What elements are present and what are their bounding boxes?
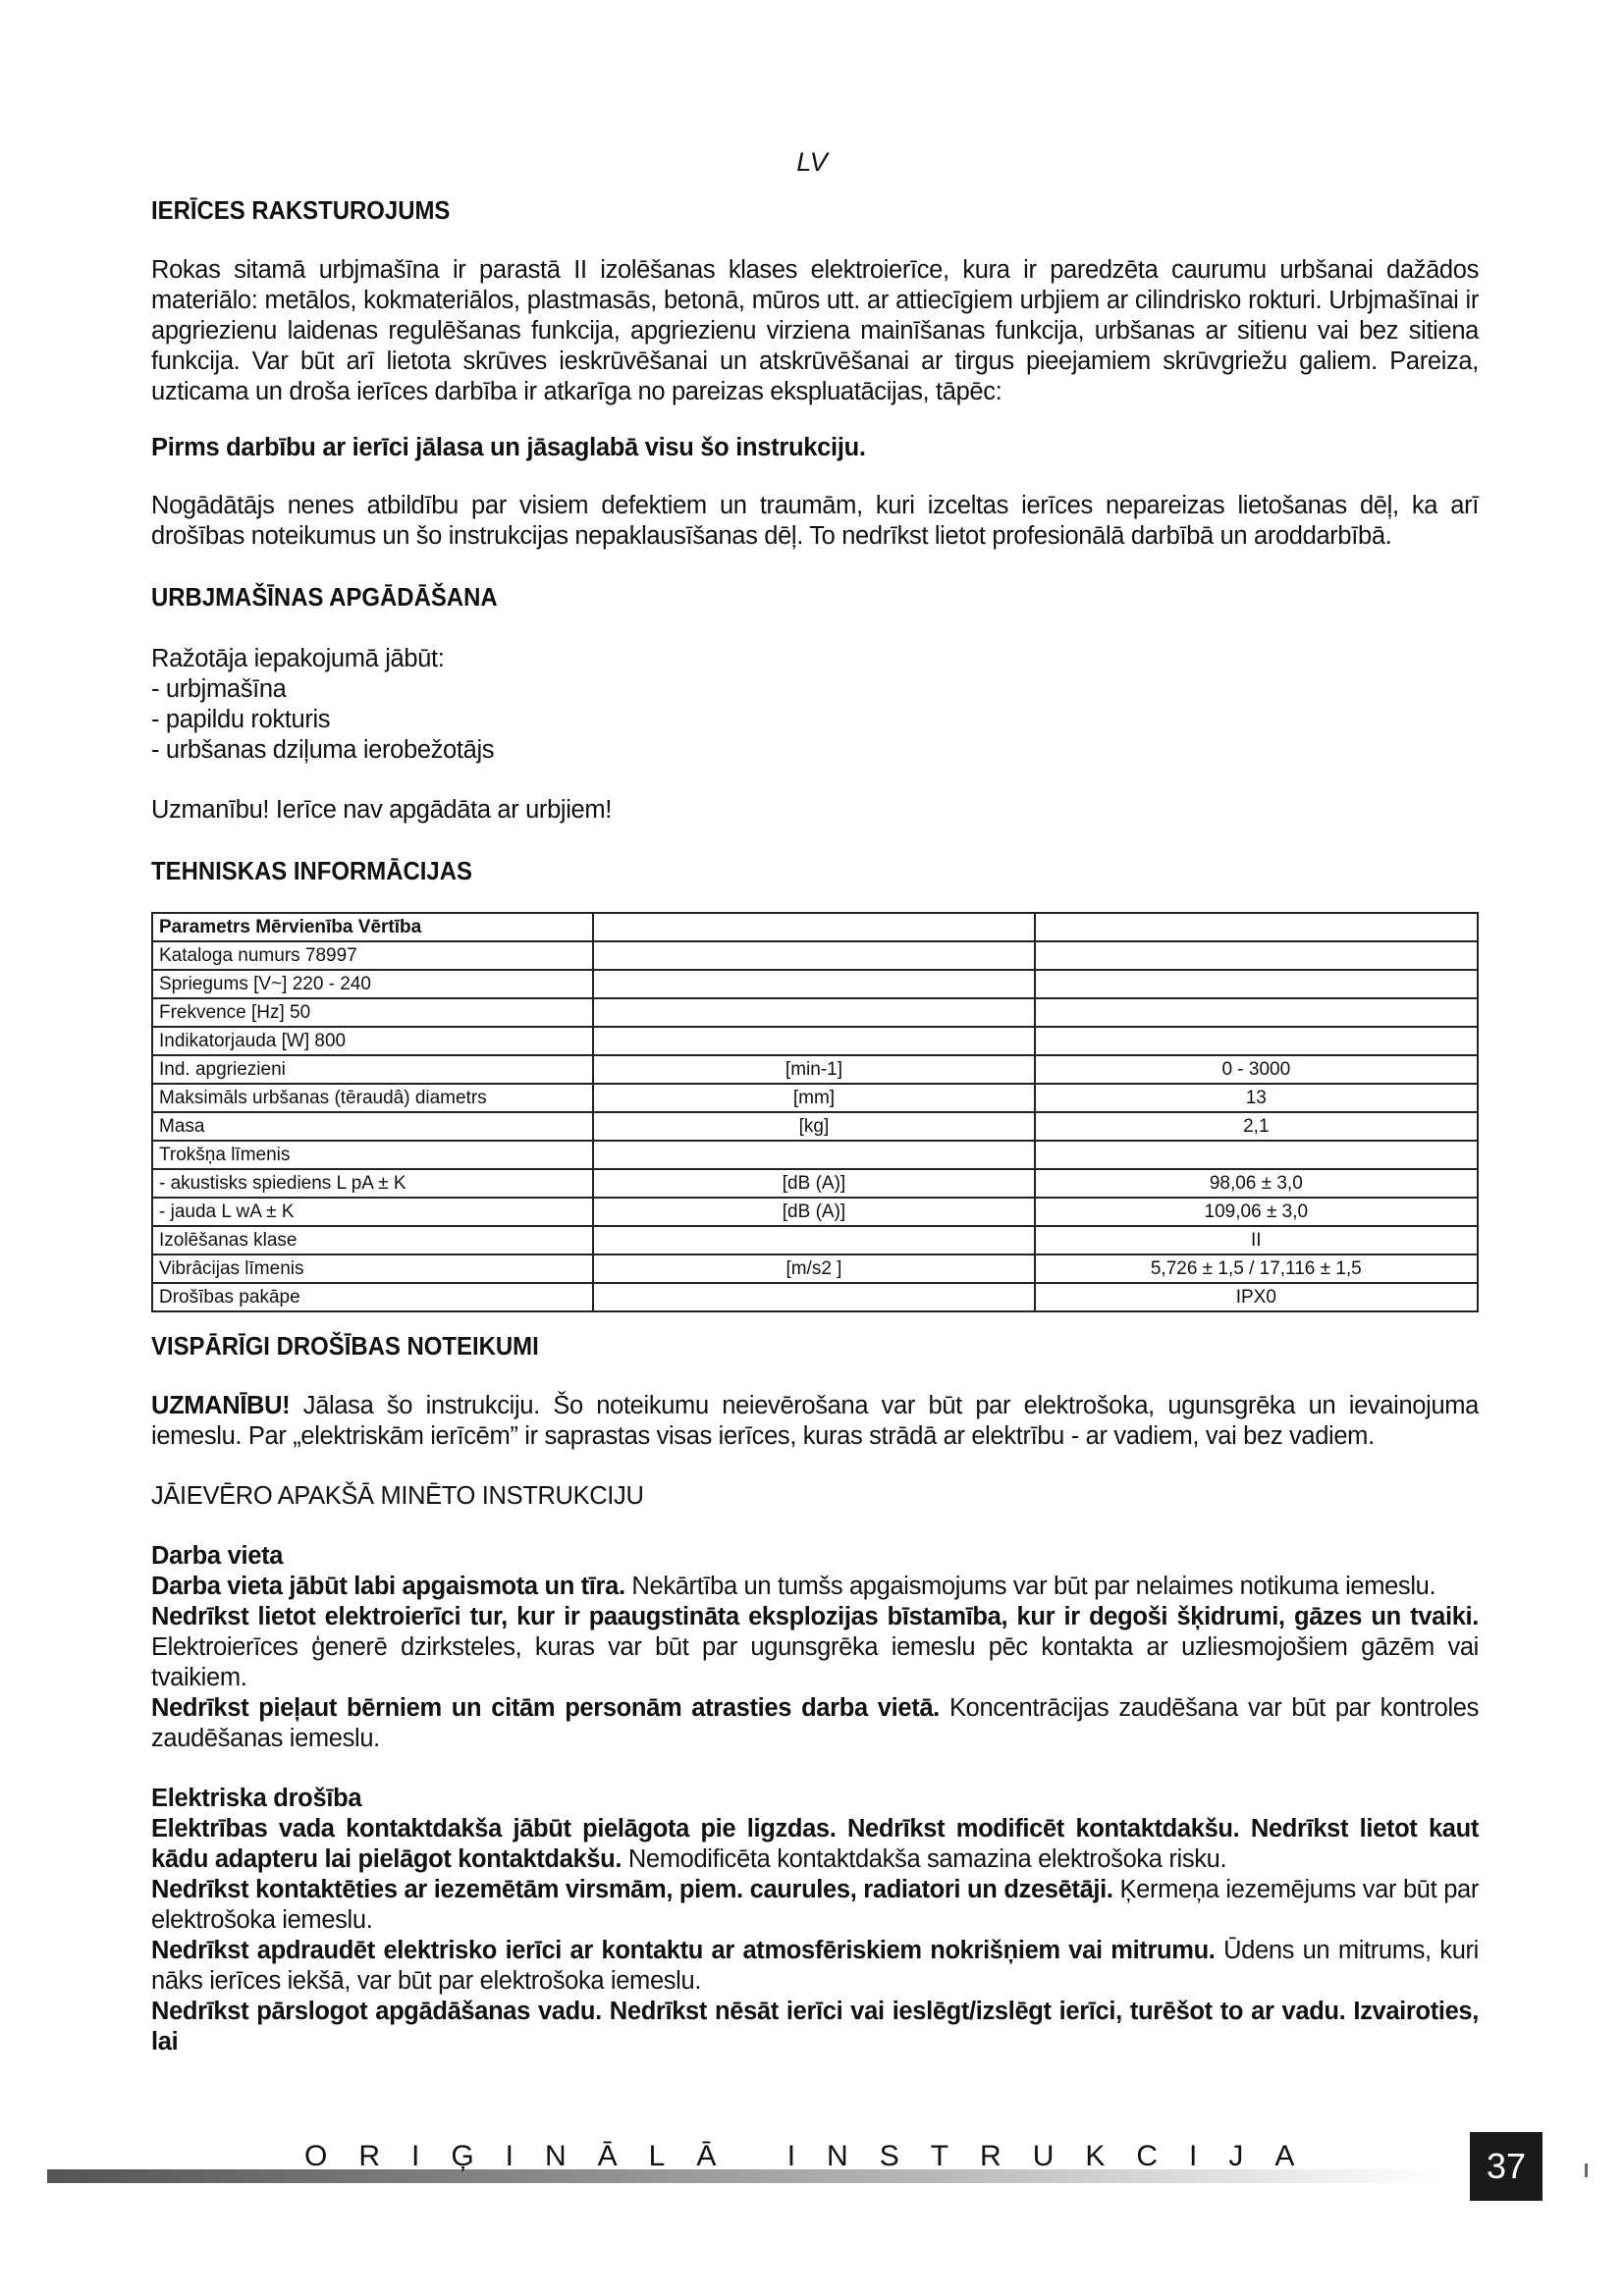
rule-bold: Nedrīkst pieļaut bērniem un citām personām atrasties darba vietā. — [151, 1694, 940, 1722]
table-row — [152, 1255, 1478, 1283]
equipment-intro: Ražotāja iepakojumā jābūt: — [151, 645, 445, 672]
paragraph-description: Rokas sitamā urbjmašīna ir parastā II izolēšanas klases elektroierīce, kura ir paredzēta caurumu urbšanai dažādos materiālo: metālos, kokmateriālos, plastmasās, betonā, mūros utt. ar attiecīgiem urbjiem ar cilindrisko rokturi. Urbjmašīnai ir apgriezienu laidenas regulēšanas funkcija, apgriezienu virziena mainīšanas funkcija, urbšanas ar sitienu vai bez sitiena funkcija. Var būt arī lietota skrūves ieskrūvēšanai un atskrūvēšanai ar tirgus pieejamiem skrūvgriežu galiem. Pareiza, uzticama un droša ierīces darbība ir atkarīga no pareizas ekspluatācijas, tāpēc: — [151, 256, 1479, 405]
table-cell-c2: [min-1] — [593, 1055, 1034, 1084]
rule-bold: Nedrīkst pārslogot apgādāšanas vadu. Nedrīkst nēsāt ierīci vai ieslēgt/izslēgt ierīci, turēšot to ar vadu. Izvairoties, lai — [151, 1998, 1479, 2056]
rule-text: Nekārtība un tumšs apgaismojums var būt par nelaimes notikuma iemeslu. — [624, 1573, 1436, 1600]
work-area-rule — [151, 1693, 1479, 1754]
table-row — [152, 1112, 1478, 1141]
paragraph-liability: Nogādātājs nenes atbildību par visiem defektiem un traumām, kuri izceltas ierīces nepareizas lietošanas dēļ, ka arī drošības noteikumus un šo instrukcijas nepaklausīšanas dēļ. To nedrīkst lietot profesionālā darbībā un aroddarbībā. — [151, 492, 1479, 550]
language-code: LV — [796, 147, 828, 177]
table-cell-c1: Drošības pakāpe — [152, 1283, 593, 1311]
table-cell-c1: Indikatorjauda [W] 800 — [152, 1027, 593, 1055]
electrical-rule — [151, 1875, 1479, 1936]
table-cell-c1: - akustisks spiediens L pA ± K — [152, 1169, 593, 1198]
table-row — [152, 1169, 1478, 1198]
edge-tick — [1585, 2163, 1588, 2177]
content-column — [151, 194, 1479, 2057]
table-cell-c3: II — [1035, 1226, 1478, 1255]
rule-bold: Darba vieta jābūt labi apgaismota un tīra. — [151, 1573, 625, 1600]
table-cell-c2 — [593, 998, 1034, 1027]
equipment-item: - papildu rokturis — [151, 706, 331, 733]
table-row — [152, 1283, 1478, 1311]
table-cell-c3 — [1035, 1141, 1478, 1169]
table-cell-c1: Izolēšanas klase — [152, 1226, 593, 1255]
rule-text: Ūdens un mitrums, kuri nāks ierīces iekšā, var būt par elektrošoka iemeslu. — [151, 1937, 1479, 1995]
section-title-characteristics: IERĪCES RAKSTUROJUMS — [151, 195, 451, 225]
table-cell-c1: Spriegums [V~] 220 - 240 — [152, 970, 593, 998]
table-cell-c2: [dB (A)] — [593, 1198, 1034, 1226]
table-row — [152, 1198, 1478, 1226]
rule-text: Ķermeņa iezemējums var būt par elektrošoka iemeslu. — [151, 1876, 1480, 1934]
page-number: 37 — [1470, 2132, 1543, 2201]
table-cell-c1: Vibrâcijas līmenis — [152, 1255, 593, 1283]
table-row — [152, 970, 1478, 998]
table-cell-c3 — [1035, 970, 1478, 998]
warning-text: Jālasa šo instrukciju. Šo noteikumu neievērošana var būt par elektrošoka, ugunsgrēka un ievainojuma iemeslu. Par „elektriskām ierīcēm” ir saprastas visas ierīces, kuras strādā ar elektrību - ar vadiem, vai bez vadiem. — [151, 1392, 1479, 1450]
table-row — [152, 1226, 1478, 1255]
table-row — [152, 1141, 1478, 1169]
table-cell-c1: Masa — [152, 1112, 593, 1141]
table-row — [152, 941, 1478, 970]
observe-instructions: JĀIEVĒRO APAKŠĀ MINĒTO INSTRUKCIJU — [151, 1482, 644, 1510]
technical-table — [151, 912, 1479, 1312]
table-cell-c1: - jauda L wA ± K — [152, 1198, 593, 1226]
table-cell-c2 — [593, 1283, 1034, 1311]
warning-label: UZMANĪBU! — [151, 1392, 291, 1419]
rule-text: Elektroierīces ģenerē dzirksteles, kuras var būt par ugunsgrēka iemeslu pēc kontakta ar uzliesmojošiem gāzēm vai tvaikiem. — [151, 1633, 1479, 1691]
electrical-rule — [151, 1936, 1479, 1997]
table-cell-c3 — [1035, 941, 1478, 970]
subsection-title-electrical: Elektriska drošība — [151, 1785, 362, 1812]
table-cell-c2: [m/s2 ] — [593, 1255, 1034, 1283]
table-cell-c2 — [593, 1027, 1034, 1055]
footer-title: ORIĢINĀLĀ INSTRUKCIJA — [304, 2140, 1326, 2172]
table-cell-c2 — [593, 1226, 1034, 1255]
equipment-item: - urbjmašīna — [151, 675, 287, 703]
equipment-warning: Uzmanību! Ierīce nav apgādāta ar urbjiem! — [151, 796, 612, 824]
equipment-item: - urbšanas dziļuma ierobežotājs — [151, 736, 495, 764]
table-cell-c2 — [593, 913, 1034, 941]
work-area-rule — [151, 1572, 1479, 1602]
table-cell-c1: Ind. apgriezieni — [152, 1055, 593, 1084]
table-cell-c3: 5,726 ± 1,5 / 17,116 ± 1,5 — [1035, 1255, 1478, 1283]
rule-bold: Nedrīkst kontaktēties ar iezemētām virsmām, piem. caurules, radiatori un dzesētāji. — [151, 1876, 1113, 1903]
table-cell-c1: Maksimāls urbšanas (tēraudâ) diametrs — [152, 1084, 593, 1112]
table-cell-c3: 109,06 ± 3,0 — [1035, 1198, 1478, 1226]
table-cell-c2: [mm] — [593, 1084, 1034, 1112]
table-cell-c3: 0 - 3000 — [1035, 1055, 1478, 1084]
table-cell-c3 — [1035, 998, 1478, 1027]
table-cell-c3: 2,1 — [1035, 1112, 1478, 1141]
table-row — [152, 913, 1478, 941]
work-area-rule — [151, 1602, 1479, 1693]
rule-text: Nemodificēta kontaktdakša samazina elektrošoka risku. — [622, 1845, 1227, 1873]
table-cell-c1: Parametrs Mērvienība Vērtība — [152, 913, 593, 941]
section-title-technical: TEHNISKAS INFORMĀCIJAS — [151, 856, 472, 885]
table-row — [152, 998, 1478, 1027]
rule-bold: Nedrīkst lietot elektroierīci tur, kur ir paaugstināta eksplozijas bīstamība, kur ir degoši šķidrumi, gāzes un tvaiki. — [151, 1603, 1479, 1630]
table-row — [152, 1027, 1478, 1055]
electrical-rule — [151, 1814, 1479, 1875]
bold-instruction: Pirms darbību ar ierīci jālasa un jāsaglabā visu šo instrukciju. — [151, 434, 866, 461]
table-cell-c2 — [593, 941, 1034, 970]
table-row — [152, 1055, 1478, 1084]
table-cell-c1: Kataloga numurs 78997 — [152, 941, 593, 970]
rule-bold: Nedrīkst apdraudēt elektrisko ierīci ar kontaktu ar atmosfēriskiem nokrišņiem vai mitrumu. — [151, 1937, 1216, 1964]
table-cell-c2 — [593, 970, 1034, 998]
table-cell-c2: [kg] — [593, 1112, 1034, 1141]
table-cell-c3 — [1035, 913, 1478, 941]
table-cell-c3: 98,06 ± 3,0 — [1035, 1169, 1478, 1198]
section-title-equipment: URBJMAŠĪNAS APGĀDĀŠANA — [151, 582, 498, 612]
rule-text: Koncentrācijas zaudēšana var būt par kontroles zaudēšanas iemeslu. — [151, 1694, 1479, 1752]
table-cell-c3 — [1035, 1027, 1478, 1055]
section-title-safety: VISPĀRĪGI DROŠĪBAS NOTEIKUMI — [151, 1331, 539, 1361]
table-row — [152, 1084, 1478, 1112]
rule-bold: Elektrības vada kontaktdakša jābūt pielāgota pie ligzdas. Nedrīkst modificēt kontaktdakšu. Nedrīkst lietot kaut kādu adapteru lai pielāgot kontaktdakšu. — [151, 1815, 1479, 1873]
table-cell-c2: [dB (A)] — [593, 1169, 1034, 1198]
safety-warning — [151, 1391, 1479, 1452]
table-cell-c3: IPX0 — [1035, 1283, 1478, 1311]
table-cell-c2 — [593, 1141, 1034, 1169]
table-cell-c1: Trokšņa līmenis — [152, 1141, 593, 1169]
subsection-title-work-area: Darba vieta — [151, 1542, 284, 1570]
electrical-rule — [151, 1997, 1479, 2057]
table-cell-c3: 13 — [1035, 1084, 1478, 1112]
table-cell-c1: Frekvence [Hz] 50 — [152, 998, 593, 1027]
